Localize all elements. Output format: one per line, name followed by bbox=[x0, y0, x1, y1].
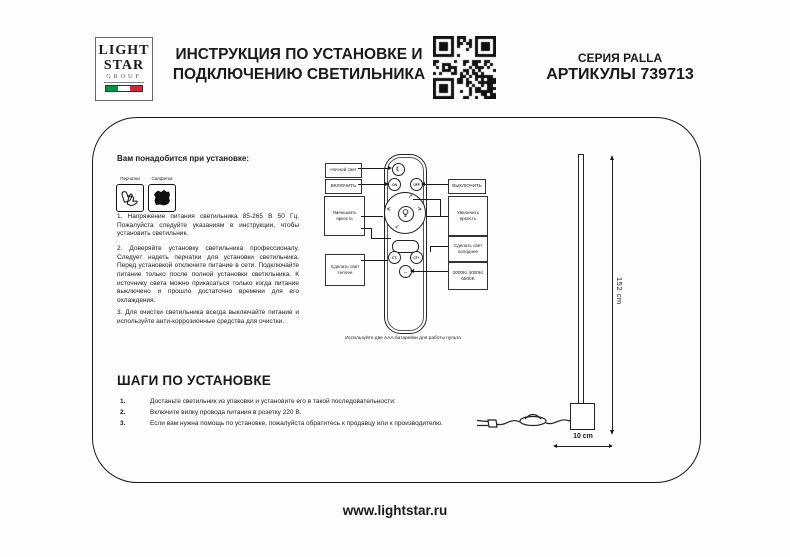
italian-flag-icon bbox=[105, 85, 143, 92]
callout-line bbox=[413, 271, 448, 272]
night-light-button bbox=[392, 163, 405, 176]
steps-heading: ШАГИ ПО УСТАНОВКЕ bbox=[117, 373, 271, 388]
step-number: 3. bbox=[120, 420, 126, 427]
instruction-paragraph: 2. Доверяйте установку светильника профессионалу. Следует надеть перчатки для установки светильника. Перед установкой отключите питание в сети. Подключайте питание только после полной установки светильника. К источнику света можно прикасаться только когда питание выключено и прошло достаточно времени для его охлаждения. bbox=[117, 245, 299, 304]
arrowhead bbox=[410, 269, 414, 273]
ct-minus-button: CT- bbox=[388, 251, 401, 264]
callout-line bbox=[413, 199, 440, 200]
instruction-paragraph: 3. Для очистки светильника всегда выключайте питание и используйте анти-коррозионные средства для очистки. bbox=[117, 309, 299, 325]
callout-line bbox=[440, 199, 441, 216]
arrowhead bbox=[421, 182, 425, 186]
lamp-pole bbox=[578, 154, 584, 405]
step-text: Включите вилку провода питания в розетку 220 В. bbox=[150, 409, 302, 416]
callout-turn-off: ВЫКЛЮЧИТЬ bbox=[448, 179, 486, 194]
gloves-box bbox=[116, 184, 144, 212]
napkin-label: Салфетка bbox=[151, 176, 173, 181]
instruction-paragraph: 1. Напряжение питания светильника 85-265 В 50 Гц. Пожалуйста следуйте указаниям в инструкции, чтобы установить светильник. bbox=[117, 213, 299, 238]
callout-line bbox=[358, 168, 389, 169]
step-number: 2. bbox=[120, 409, 126, 416]
base-width-label: 10 cm bbox=[573, 433, 593, 440]
callout-line bbox=[427, 216, 448, 217]
callout-increase-brightness: Увеличить яркость bbox=[448, 196, 488, 236]
series-label: СЕРИЯ PALLA bbox=[577, 51, 663, 65]
base-dimension-line bbox=[557, 446, 609, 447]
lamp-button bbox=[398, 206, 414, 222]
callout-warmer-light: Сделать свет теплее bbox=[325, 254, 365, 286]
arrowhead-down bbox=[610, 430, 614, 435]
step-text: Достаньте светильник из упаковки и установите его в такой последовательности: bbox=[150, 398, 396, 405]
dpad-right-arrow: > bbox=[418, 207, 422, 213]
arrowhead-left bbox=[553, 444, 557, 448]
callout-turn-on: ВКЛЮЧИТЬ bbox=[325, 179, 362, 194]
height-dimension-line bbox=[612, 160, 613, 431]
callout-night-light: Ночной свет bbox=[325, 163, 362, 178]
arrowhead bbox=[385, 182, 389, 186]
step-text: Если вам нужна помощь по установке, пожалуйста обратитесь к продавцу или к производителю. bbox=[150, 420, 443, 427]
qr-code bbox=[433, 36, 496, 99]
callout-line bbox=[423, 184, 448, 185]
arrowhead-right bbox=[609, 444, 613, 448]
napkin-box bbox=[148, 184, 176, 212]
arrowhead-up bbox=[610, 155, 614, 160]
gloves-icon bbox=[119, 187, 141, 209]
moon-icon: ☾ bbox=[395, 167, 402, 173]
dpad-up-arrow: ↗ bbox=[408, 194, 413, 200]
logo-text: LIGHT bbox=[98, 43, 150, 58]
gloves-label: Перчатки bbox=[120, 176, 140, 181]
website-url: www.lightstar.ru bbox=[342, 503, 448, 518]
arrowhead bbox=[388, 166, 392, 170]
height-label: 152 cm bbox=[615, 277, 624, 305]
callout-line bbox=[358, 184, 386, 185]
callout-cooler-light: Сделать свет холоднее bbox=[448, 236, 488, 262]
bulb-icon bbox=[402, 209, 409, 218]
requirements-heading: Вам понадобится при установке: bbox=[117, 154, 250, 163]
on-button: ON bbox=[388, 178, 401, 191]
dpad-left-arrow: < bbox=[387, 207, 391, 213]
napkin-icon bbox=[151, 187, 173, 209]
off-button: OFF bbox=[410, 178, 423, 191]
battery-caption: Используйте две ААА батарейки для работы пульта bbox=[345, 336, 461, 341]
color-temp-cycle-button: — bbox=[399, 265, 412, 278]
callout-line bbox=[430, 246, 431, 252]
page-title: ИНСТРУКЦИЯ ПО УСТАНОВКЕ И ПОДКЛЮЧЕНИЮ СВЕТИЛЬНИКА bbox=[172, 46, 426, 83]
callout-color-temps: 3000K/ 4000K/ 6500K bbox=[448, 262, 488, 290]
article-number: АРТИКУЛЫ 739713 bbox=[546, 66, 694, 83]
callout-line bbox=[361, 216, 383, 217]
callout-line bbox=[361, 260, 388, 261]
callout-line bbox=[430, 246, 448, 247]
dpad-down-arrow: ↙ bbox=[395, 224, 400, 230]
ct-plus-button: CT+ bbox=[410, 251, 423, 264]
lightstar-logo: LIGHT STAR GROUP bbox=[95, 37, 153, 101]
callout-decrease-brightness: Уменьшить яркость bbox=[324, 196, 365, 236]
step-number: 1. bbox=[120, 398, 126, 405]
callout-line bbox=[371, 238, 391, 239]
